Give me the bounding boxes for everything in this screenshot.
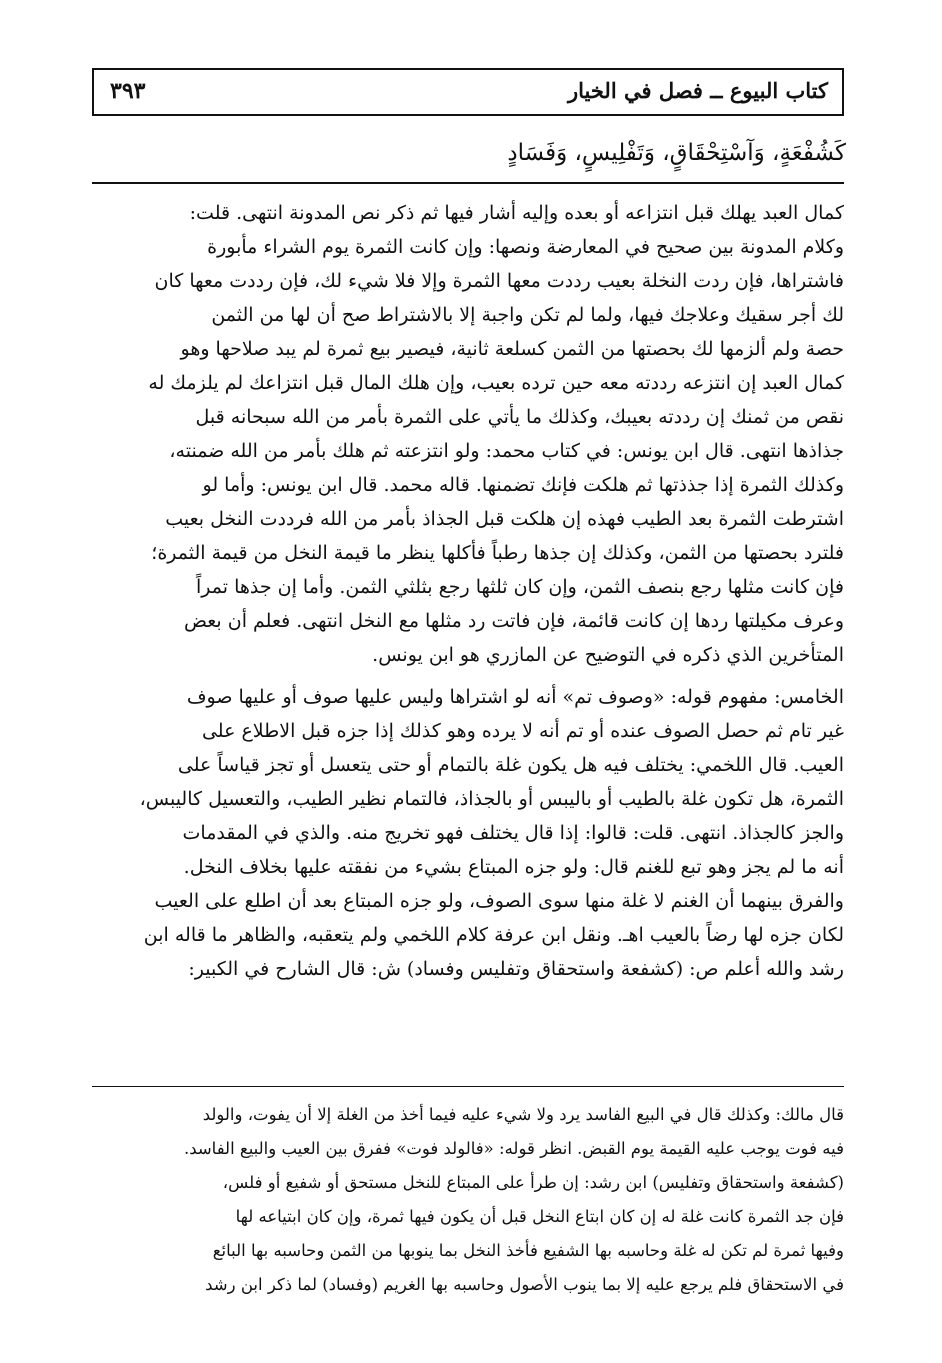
page-number: ٣٩٣ bbox=[110, 78, 146, 104]
text-line: المتأخرين الذي ذكره في التوضيح عن المازري هو ابن يونس. bbox=[372, 644, 844, 666]
footnote-line: قال مالك: وكذلك قال في البيع الفاسد يرد ولا شيء عليه فيما أخذ من الغلة إلا أن يفوت، والولد bbox=[202, 1105, 844, 1124]
text-line: كمال العبد إن انتزعه رددته معه حين ترده بعيب، وإن هلك المال قبل انتزاعك لم يلزمك له bbox=[148, 372, 844, 394]
text-line: فاشتراها، فإن ردت النخلة بعيب رددت معها الثمرة وإلا فلا شيء لك، فإن رددت معها كان bbox=[154, 270, 844, 292]
matn-line: كَشُفْعَةٍ، وَآسْتِحْقَاقٍ، وَتَفْلِيسٍ، وَفَسَادٍ bbox=[507, 140, 846, 166]
text-line: وعرف مكيلتها ردها إن كانت قائمة، فإن فاتت رد مثلها مع النخل انتهى. فعلم أن بعض bbox=[183, 610, 844, 632]
text-line: وكذلك الثمرة إذا جذذتها ثم هلكت فإنك تضمنها. قاله محمد. قال ابن يونس: وأما لو bbox=[202, 474, 844, 496]
text-line: كمال العبد يهلك قبل انتزاعه أو بعده وإليه أشار فيها ثم ذكر نص المدونة انتهى. قلت: bbox=[189, 202, 844, 224]
matn-divider bbox=[92, 182, 844, 184]
paragraph bbox=[96, 196, 844, 672]
paragraph-gap bbox=[96, 672, 844, 680]
text-line: والفرق بينهما أن الغنم لا غلة منها سوى الصوف، ولو جزه المبتاع بعد أن اطلع على العيب bbox=[154, 890, 844, 912]
footnote-line: في الاستحقاق فلم يرجع عليه إلا بما ينوب الأصول وحاسبه بها الغريم (وفساد) لما ذكر ابن رشد bbox=[205, 1275, 844, 1294]
footnote-divider bbox=[92, 1086, 844, 1087]
text-line: غير تام ثم حصل الصوف عنده أو تم أنه لا يرده وهو كذلك إذا جزه قبل الاطلاع على bbox=[201, 720, 844, 742]
commentary-body bbox=[96, 196, 844, 986]
text-line: جذاذها انتهى. قال ابن يونس: في كتاب محمد: ولو انتزعته ثم هلك بأمر من الله ضمنته، bbox=[169, 440, 844, 462]
text-line: وكلام المدونة بين صحيح في المعارضة ونصها: وإن كانت الثمرة يوم الشراء مأبورة bbox=[207, 236, 844, 258]
paragraph bbox=[96, 680, 844, 986]
footnote-line: فيه فوت يوجب عليه القيمة يوم القبض. انظر قوله: «فالولد فوت» ففرق بين العيب والبيع الفاسد. bbox=[183, 1139, 844, 1158]
text-line: لكان جزه لها رضاً بالعيب اهـ. ونقل ابن عرفة كلام اللخمي ولم يتعقبه، والظاهر ما قاله ابن bbox=[143, 924, 844, 946]
text-line: لك أجر سقيك وعلاجك فيها، ولما لم تكن واجبة إلا بالاشتراط صح أن لها من الثمن bbox=[211, 304, 844, 326]
text-line: نقص من ثمنك إن رددته بعيبك، وكذلك ما يأتي على الثمرة بأمر من الله سبحانه قبل bbox=[195, 406, 844, 428]
text-line: اشترطت الثمرة بعد الطيب فهذه إن هلكت قبل الجذاذ بأمر من الله فرددت النخل بعيب bbox=[165, 508, 844, 530]
text-line: العيب. قال اللخمي: يختلف فيه هل يكون غلة بالتمام أو حتى يتعسل أو تجز قياساً على bbox=[177, 754, 844, 776]
text-line: أنه ما لم يجز وهو تبع للغنم قال: ولو جزه المبتاع بشيء من نفقته عليها بخلاف النخل. bbox=[183, 856, 844, 878]
text-line: فإن كانت مثلها رجع بنصف الثمن، وإن كان ثلثها رجع بثلثي الثمن. وأما إن جذها تمراً bbox=[196, 576, 844, 598]
footnotes bbox=[96, 1098, 844, 1302]
text-line: حصة ولم ألزمها لك بحصتها من الثمن كسلعة ثانية، فيصير بيع ثمرة لم يبد صلاحها وهو bbox=[180, 338, 844, 360]
footnote-line: وفيها ثمرة لم تكن له غلة وحاسبه بها الشفيع فأخذ النخل بما ينوبها من الثمن وحاسبه بها البائع bbox=[212, 1241, 844, 1260]
text-line: فلترد بحصتها من الثمن، وكذلك إن جذها رطباً فأكلها ينظر ما قيمة النخل من قيمة الثمرة؛ bbox=[151, 542, 844, 564]
chapter-title: كتاب البيوع ــ فصل في الخيار bbox=[567, 78, 828, 103]
text-line: رشد والله أعلم ص: (كشفعة واستحقاق وتفليس وفساد) ش: قال الشارح في الكبير: bbox=[188, 958, 844, 980]
page-header bbox=[92, 68, 844, 116]
footnote-line: (كشفعة واستحقاق وتفليس) ابن رشد: إن طرأ على المبتاع للنخل مستحق أو شفيع أو فلس، bbox=[222, 1173, 844, 1192]
text-line: الخامس: مفهوم قوله: «وصوف تم» أنه لو اشتراها وليس عليها صوف أو عليها صوف bbox=[186, 686, 844, 708]
footnote-line: فإن جد الثمرة كانت غلة له إن كان ابتاع النخل قبل أن يكون فيها ثمرة، وإن كان ابتياعه لها bbox=[235, 1207, 844, 1226]
text-line: الثمرة، هل تكون غلة بالطيب أو باليبس أو بالجذاذ، فالتمام نظير الطيب، والتعسيل كاليبس، bbox=[139, 788, 844, 810]
text-line: والجز كالجذاذ. انتهى. قلت: قالوا: إذا قال يختلف فهو تخريج منه. والذي في المقدمات bbox=[182, 822, 844, 844]
